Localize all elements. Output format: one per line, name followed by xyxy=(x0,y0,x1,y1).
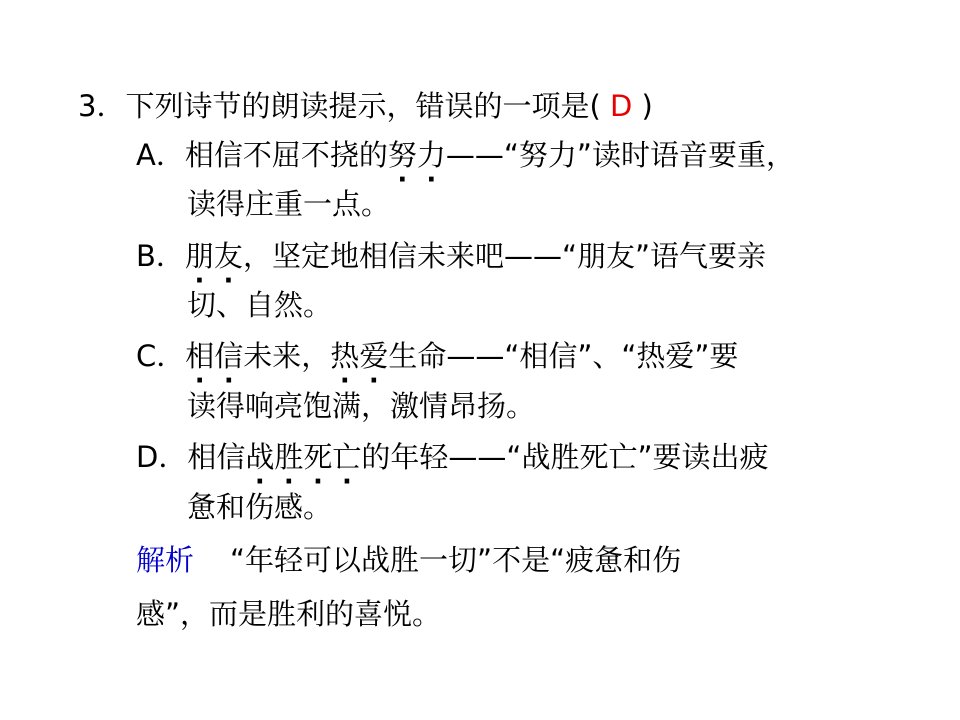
option-d-line2: 惫和伤感。 xyxy=(187,490,333,524)
option-d-emph-char: 胜 xyxy=(274,440,304,474)
option-c-emph-char: 相 xyxy=(185,339,215,373)
option-d-emph-char: 亡 xyxy=(332,440,362,474)
option-a-after: ——“努力”读时语音要重， xyxy=(445,138,795,172)
option-d-emph-char: 死 xyxy=(303,440,333,474)
option-a-emph-char: 努 xyxy=(387,138,417,172)
option-b-line2: 切、自然。 xyxy=(187,288,333,322)
analysis-label: 解析 xyxy=(136,543,195,577)
option-c-emph-char: 信 xyxy=(214,339,244,373)
option-c-after: 生命——“相信”、“热爱”要 xyxy=(388,339,739,373)
option-b-after: ，坚定地相信未来吧——“朋友”语气要亲 xyxy=(242,239,766,273)
option-b-emph-char: 友 xyxy=(213,239,243,273)
question-stem-prefix: 3．下列诗节的朗读提示，错误的一项是( xyxy=(78,89,601,123)
option-c-mid: 未来， xyxy=(243,339,331,373)
option-b-label: B． xyxy=(136,239,185,273)
option-d-before: 相信 xyxy=(187,440,246,474)
analysis-line1: “年轻可以战胜一切”不是“疲惫和伤 xyxy=(230,543,682,577)
option-b-emph-char: 朋 xyxy=(184,239,214,273)
option-c xyxy=(136,336,738,376)
option-c-emph-char: 爱 xyxy=(359,339,389,373)
analysis-line2: 感”，而是胜利的喜悦。 xyxy=(136,597,442,631)
option-d-after: 的年轻——“战胜死亡”要读出疲 xyxy=(361,440,769,474)
answer-letter: D xyxy=(609,89,633,123)
option-a-line2: 读得庄重一点。 xyxy=(187,187,391,221)
option-a-before: 相信不屈不挠的 xyxy=(184,138,388,172)
option-a-emph-char: 力 xyxy=(416,138,446,172)
option-a-label: A． xyxy=(136,138,185,172)
analysis xyxy=(136,540,681,580)
option-c-emph-char: 热 xyxy=(330,339,360,373)
option-d-label: D． xyxy=(136,440,188,474)
option-b xyxy=(136,236,766,276)
question-stem xyxy=(78,86,653,126)
option-c-label: C． xyxy=(136,339,186,373)
question-stem-suffix: ) xyxy=(641,89,653,123)
option-d xyxy=(136,437,768,477)
option-d-emph-char: 战 xyxy=(245,440,275,474)
option-a xyxy=(136,135,795,175)
option-c-line2: 读得响亮饱满，激情昂扬。 xyxy=(187,389,536,423)
